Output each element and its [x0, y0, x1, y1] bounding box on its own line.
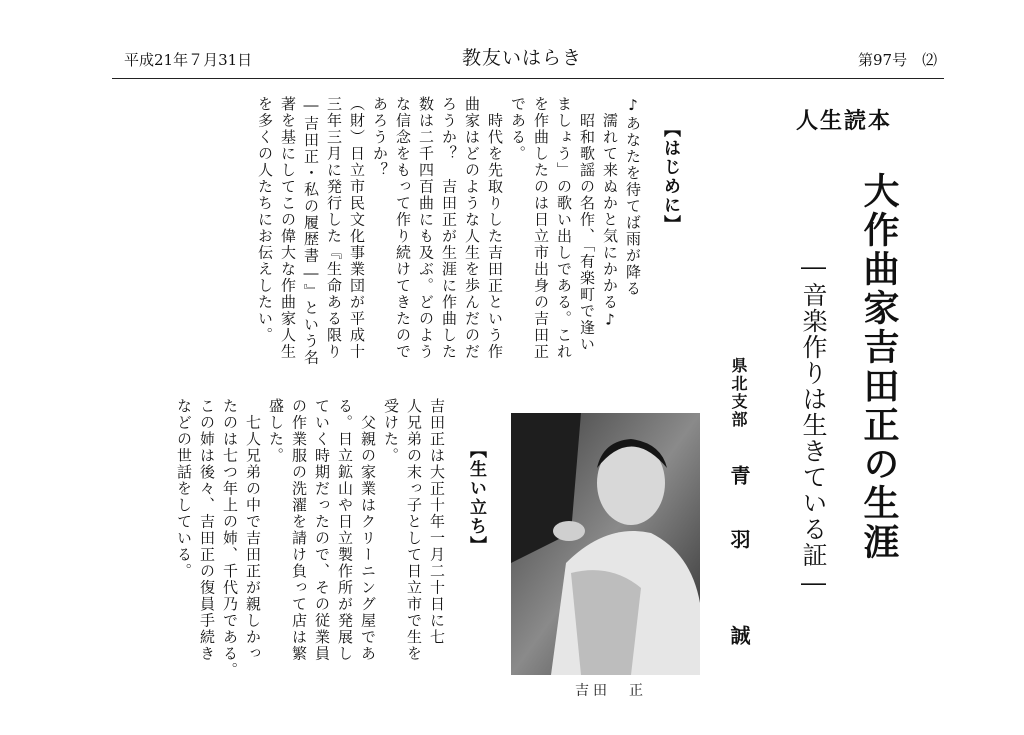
paragraph-line: を多くの人たちにお伝えしたい。: [256, 96, 274, 344]
paragraph-line: ましょう」の歌い出しである。これ: [555, 96, 573, 360]
author-name: 青 羽 誠: [727, 465, 751, 657]
paragraph-line: ていく時期だったので、その従業員: [313, 398, 331, 662]
paragraph-line: 数は二千四百曲にも及ぶ。どのよう: [417, 96, 435, 360]
paragraph-line: 吉田正は大正十年一月二十日に七: [428, 398, 446, 646]
paragraph-line: たのは七つ年上の姉、千代乃である。: [221, 398, 239, 679]
paragraph-line: 昭和歌謡の名作、「有楽町で逢い: [578, 96, 596, 353]
photo-caption: 吉田 正: [575, 683, 647, 699]
issue-number: 第97号 ⑵: [858, 51, 938, 69]
paragraph-line: を作曲したのは日立市出身の吉田正: [532, 96, 550, 360]
portrait-photo: [511, 413, 700, 675]
article-title: 大作曲家吉田正の生涯: [858, 172, 899, 562]
paragraph-line: 盛した。: [267, 398, 285, 464]
paragraph-line: 著を基にしてこの偉大な作曲家人生: [279, 96, 297, 360]
paragraph-line: （財）日立市民文化事業団が平成十: [348, 96, 366, 360]
paragraph-line: ろうか？ 吉田正が生涯に作曲した: [440, 96, 458, 360]
newspaper-name: 教友いはらき: [462, 47, 583, 69]
paragraph-line: である。: [509, 96, 527, 162]
paragraph-line: 時代を先取りした吉田正という作: [486, 96, 504, 360]
paragraph-line: この姉は後々、吉田正の復員手続き: [198, 398, 216, 662]
article-subtitle: ―音楽作りは生きている証―: [799, 252, 828, 598]
paragraph-line: ―吉田正・私の履歴書―』という名: [302, 96, 320, 366]
paragraph-line: 三年三月に発行した『生命ある限り: [325, 96, 343, 360]
paragraph-line: な信念をもって作り続けてきたので: [394, 96, 412, 360]
paragraph-line: 受けた。: [382, 398, 400, 464]
section-heading-early-life: 【生い立ち】: [466, 441, 486, 555]
paragraph-line: 人兄弟の末っ子として日立市で生を: [405, 398, 423, 662]
section-heading-intro: 【はじめに】: [660, 120, 680, 234]
paragraph-line: 七人兄弟の中で吉田正が親しかっ: [244, 398, 262, 662]
paragraph-line: 曲家はどのような人生を歩んだのだ: [463, 96, 481, 360]
early-life-body-text: [118, 398, 448, 698]
header-rule: [112, 78, 944, 79]
series-label: 人生読本: [795, 109, 892, 134]
paragraph-line: ♪あなたを待てば雨が降る: [624, 96, 642, 297]
paragraph-line: 父親の家業はクリーニング屋であ: [359, 398, 377, 662]
paragraph-line: あろうか？: [371, 96, 389, 179]
paragraph-line: る。日立鉱山や日立製作所が発展し: [336, 398, 354, 662]
paragraph-line: 濡れて来ぬかと気にかかる♪: [601, 96, 619, 330]
paragraph-line: の作業服の洗濯を請け負って店は繁: [290, 398, 308, 662]
paragraph-line: などの世話をしている。: [175, 398, 193, 580]
issue-date: 平成21年７月31日: [124, 51, 253, 69]
author-branch: 県北支部: [729, 357, 748, 429]
